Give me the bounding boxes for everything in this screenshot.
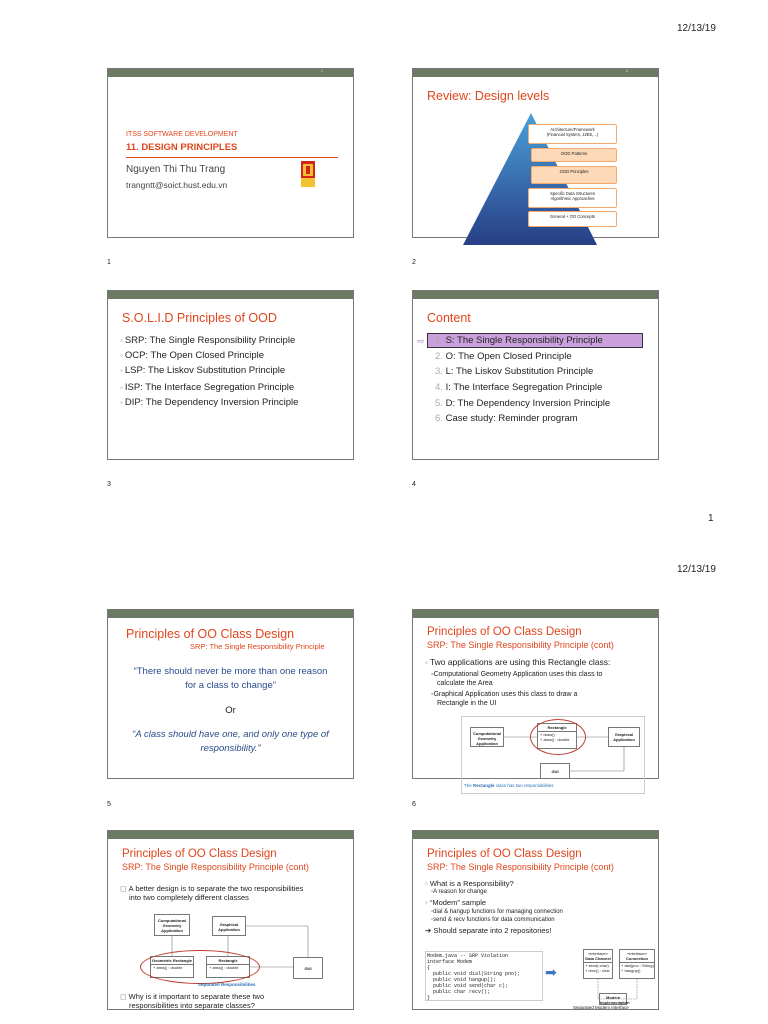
slide-1 (107, 68, 354, 238)
slide-subtitle: SRP: The Single Responsibility Principle (190, 642, 325, 651)
slide-title: Principles of OO Class Design (122, 848, 277, 860)
slide-title: Principles of OO Class Design (126, 627, 295, 641)
rectangle-class-box: Rectangle + draw() + area() : double (537, 723, 577, 749)
cga-box: Computational Geometry Application (470, 727, 504, 747)
quote-2: “A class should have one, and only one type of responsibility.” (132, 729, 329, 754)
diagram-caption: The Rectangle class has two responsibilities (464, 783, 554, 788)
data-channel-box: «interface» Data Channel + send(:char) + recv() : char (583, 949, 613, 979)
list-item: ◦dial & hangup functions for managing connection (431, 909, 563, 915)
slide-subtitle: SRP: The Single Responsibility Principle (cont) (122, 862, 309, 872)
code-block: Modem.java -- SRP Violation interface Modem { public void dial(String pno); public void hangup(); public void send(char c); public char recv(); } (425, 951, 543, 1001)
slide-subtitle: SRP: The Single Responsibility Principle (cont) (427, 862, 614, 872)
list-item: ◦ Two applications are using this Rectangle class: (425, 657, 611, 667)
page-number: 1 (708, 513, 714, 524)
slide-title: 11. DESIGN PRINCIPLES (126, 142, 238, 153)
slide-title: Principles of OO Class Design (427, 848, 582, 860)
geometric-rectangle-box: Geometric Rectangle + area() : double (150, 956, 194, 978)
page-date: 12/13/19 (677, 23, 716, 34)
slide-number: 2 (412, 259, 416, 266)
divider (126, 157, 338, 158)
quote-1: “There should never be more than one reason for a class to change” (133, 666, 328, 691)
slide-title: Principles of OO Class Design (427, 626, 582, 638)
level-architecture: Architecture/Framework (Financial System, J2EE,...) (528, 124, 617, 144)
diagram-connectors (128, 906, 333, 990)
author-email: trangntt@soict.hust.edu.vn (126, 180, 228, 190)
slide-title: Content (427, 311, 471, 325)
slide-2 (412, 68, 659, 238)
list-item: ◦ OCP: The Open Closed Principle (120, 350, 265, 361)
slide-title: Review: Design levels (427, 89, 550, 103)
slide-number: 4 (412, 481, 416, 488)
slide-8 (412, 830, 659, 1010)
level-ood-patterns: OOD Patterns (531, 148, 617, 162)
connection-box: «interface» Connection + dial(pno : String) + hangup() (619, 949, 655, 979)
slide-header-bar: 2 (413, 69, 658, 77)
slide-title: S.O.L.I.D Principles of OOD (122, 311, 277, 325)
or-text: Or (225, 705, 236, 716)
list-item: ◦A reason for change (431, 889, 487, 895)
list-item: 1. S: The Single Responsibility Principle (435, 335, 603, 346)
list-item: ◦ “Modem” sample (425, 898, 487, 907)
list-item: ◻ A better design is to separate the two responsibilities into two completely different classes (120, 884, 304, 902)
list-item: 4. I: The Interface Segregation Principle (435, 382, 603, 393)
list-item: ◦Graphical Application uses this class to draw a Rectangle in the UI (431, 691, 578, 707)
slide-7 (107, 830, 354, 1010)
slide-number: 6 (412, 801, 416, 808)
arrow-right-icon: ➡ (545, 964, 557, 980)
level-general-concepts: General + OO Concepts (528, 211, 617, 227)
slide-header-bar (108, 291, 353, 299)
level-data-structures: Specific Data Structures Algorithmic Approaches (528, 188, 617, 208)
slide-number: 5 (107, 801, 111, 808)
author-name: Nguyen Thi Thu Trang (126, 164, 226, 175)
list-item: 6. Case study: Reminder program (435, 413, 578, 424)
list-item: ◦ ISP: The Interface Segregation Principle (120, 382, 295, 393)
rectangle-box: Rectangle + area() : double (206, 956, 250, 978)
list-item: ◻ Why is it important to separate these two responsibilities into separate classes? (120, 992, 265, 1010)
list-item: ◦ What is a Responsibility? (425, 879, 514, 888)
separated-diagram (128, 906, 333, 990)
rectangle-diagram (461, 716, 645, 794)
gui-box: GUI (293, 957, 323, 979)
university-logo (301, 161, 315, 187)
arrow-icon: ⇨ (417, 336, 425, 346)
slide-subtitle: SRP: The Single Responsibility Principle (cont) (427, 640, 614, 650)
diagram-caption: Separated Responsibilities (198, 982, 256, 987)
course-name: ITSS SOFTWARE DEVELOPMENT (126, 131, 238, 138)
slide-5 (107, 609, 354, 779)
list-item: ◦Computational Geometry Application uses this class to calculate the Area (431, 671, 603, 687)
slide-header-bar (413, 610, 658, 618)
ga-box: Graphical Application (608, 727, 640, 747)
conclusion: ➔ Should separate into 2 repositories! (425, 926, 552, 935)
list-item: ◦ DIP: The Dependency Inversion Principle (120, 397, 299, 408)
slide-header-bar (108, 610, 353, 618)
slide-header-bar: 1 (108, 69, 353, 77)
list-item: ◦ LSP: The Liskov Substitution Principle (120, 365, 286, 376)
list-item: 3. L: The Liskov Substitution Principle (435, 366, 594, 377)
diagram-caption: Separated Modem Interface (573, 1005, 629, 1010)
slide-6 (412, 609, 659, 788)
slide-header-bar (413, 831, 658, 839)
gui-box: GUI (540, 763, 570, 779)
ga-box: Graphical Application (212, 916, 246, 936)
list-item: ◦ SRP: The Single Responsibility Principle (120, 335, 296, 346)
modem-impl-box: Modem Implementation (600, 995, 630, 1005)
slide-header-bar (108, 831, 353, 839)
slide-header-bar (413, 291, 658, 299)
list-item: 2. O: The Open Closed Principle (435, 351, 572, 362)
level-ood-principles: OOD Principles (531, 166, 617, 184)
list-item: ◦send & recv functions for data communication (431, 917, 555, 923)
slide-number: 1 (107, 259, 111, 266)
slide-number: 3 (107, 481, 111, 488)
slide-4 (412, 290, 659, 460)
slide-3 (107, 290, 354, 460)
list-item: 5. D: The Dependency Inversion Principle (435, 398, 611, 409)
cga-box: Computational Geometry Application (154, 914, 190, 936)
page-date: 12/13/19 (677, 564, 716, 575)
